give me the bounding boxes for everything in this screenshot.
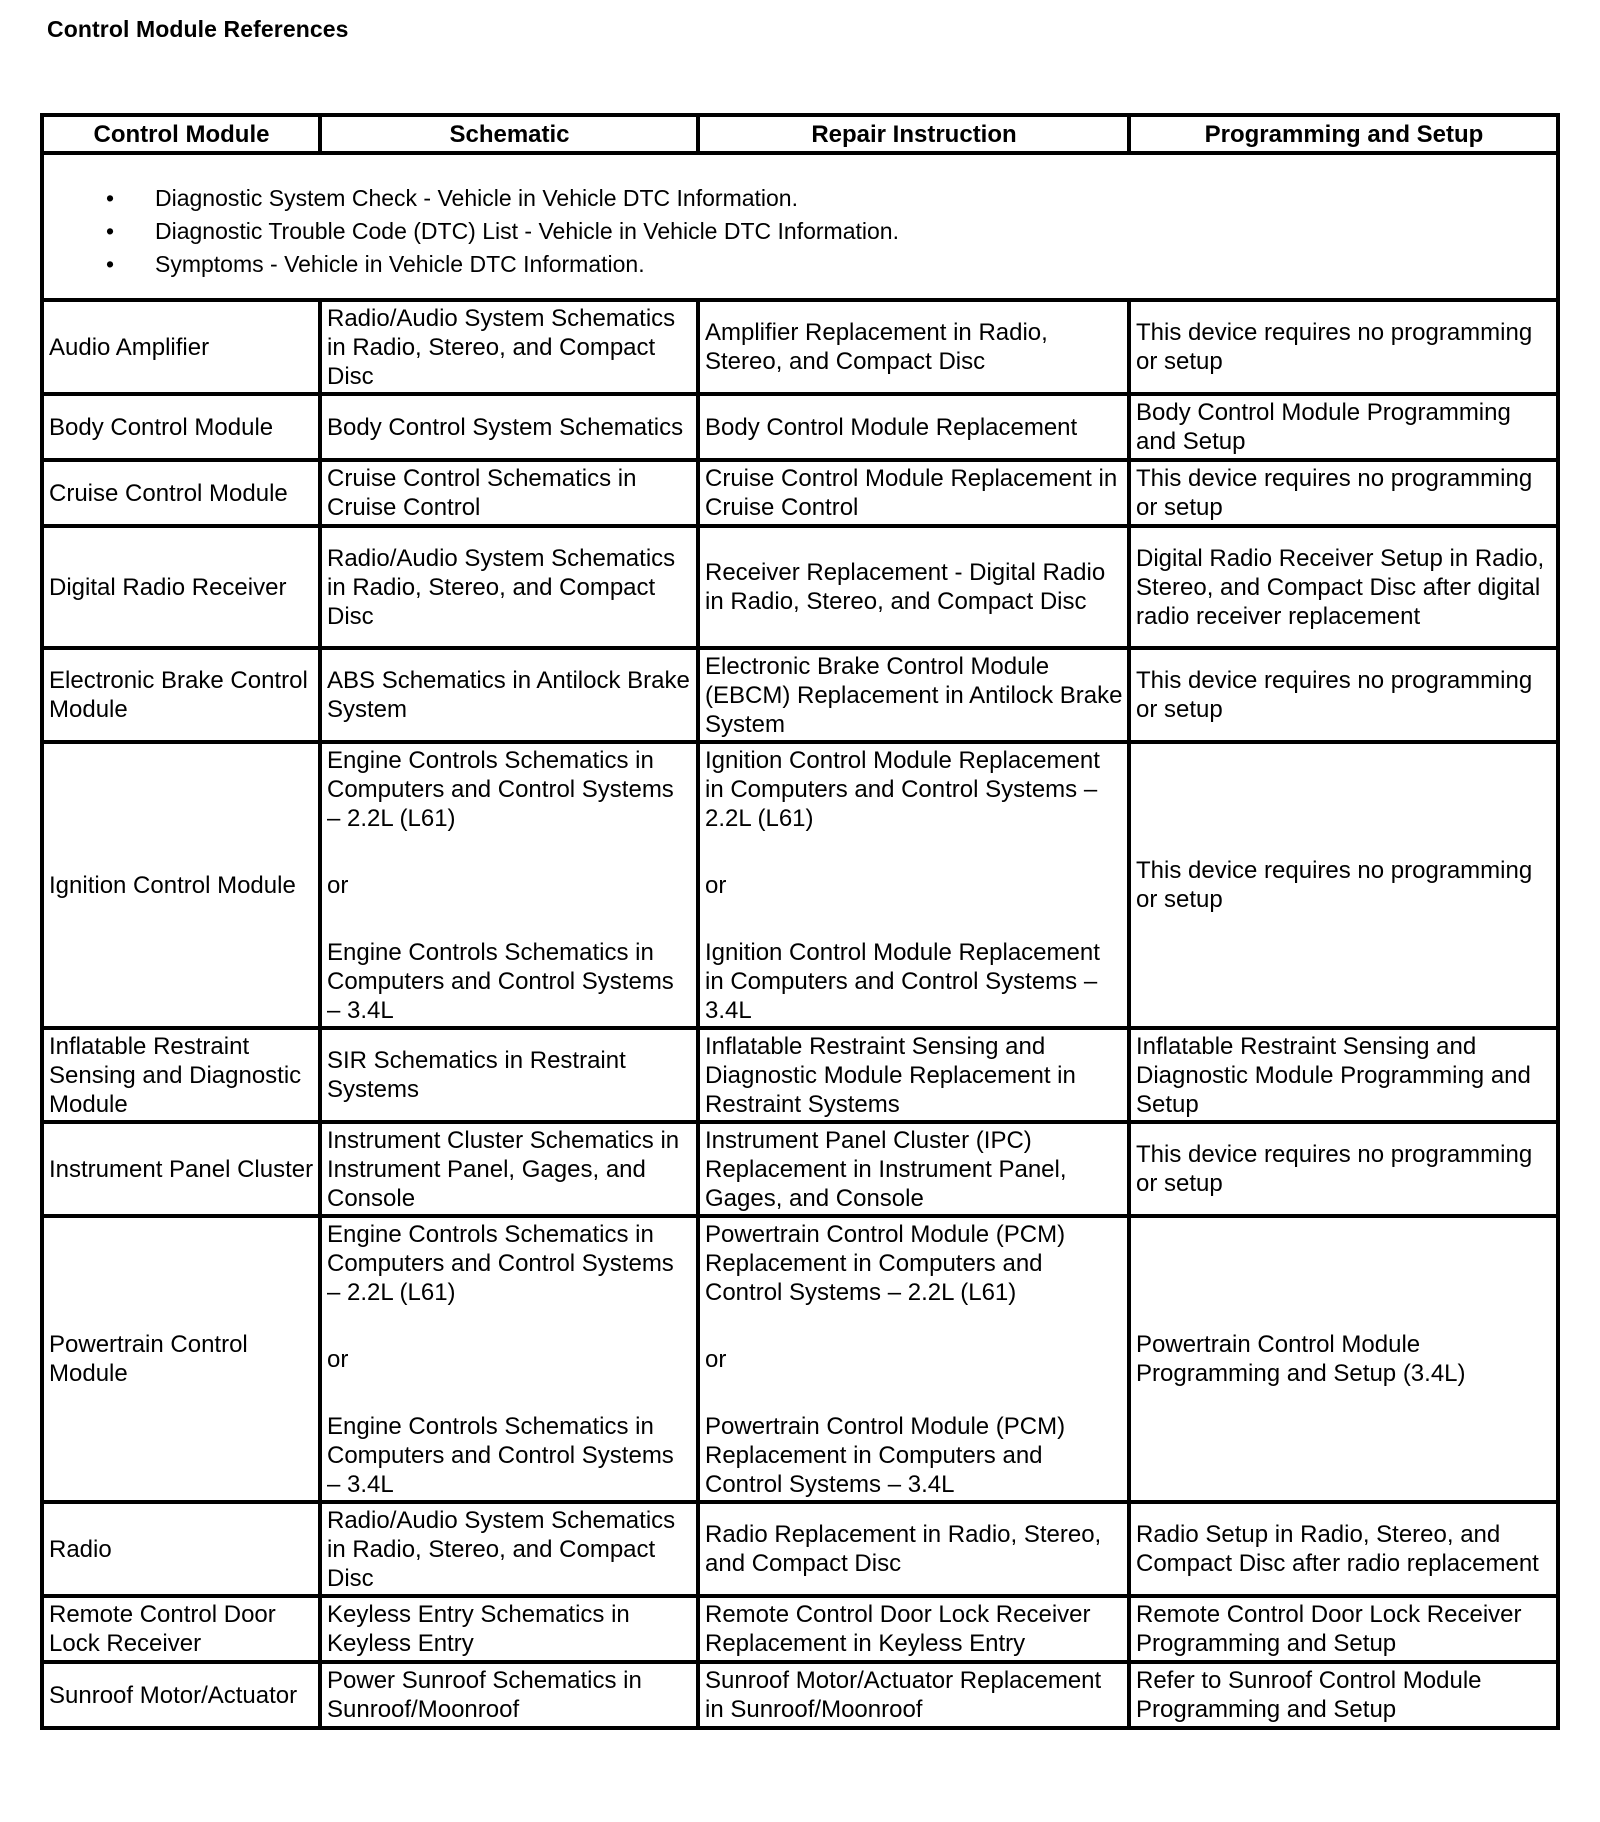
table-row xyxy=(42,648,1558,742)
table-row xyxy=(42,300,1558,394)
programming-cell[interactable]: Body Control Module Programming and Setup xyxy=(1129,394,1558,460)
module-cell: Instrument Panel Cluster xyxy=(42,1122,320,1216)
programming-cell: This device requires no programming or setup xyxy=(1129,648,1558,742)
module-cell: Inflatable Restraint Sensing and Diagnostic Module xyxy=(42,1028,320,1122)
intro-bullet-item[interactable] xyxy=(49,215,1552,248)
repair-cell[interactable]: Amplifier Replacement in Radio, Stereo, and Compact Disc xyxy=(698,300,1129,394)
table-row xyxy=(42,1662,1558,1728)
module-cell: Audio Amplifier xyxy=(42,300,320,394)
schematic-cell[interactable]: Radio/Audio System Schematics in Radio, Stereo, and Compact Disc xyxy=(320,300,698,394)
intro-bullet-text: Symptoms - Vehicle in Vehicle DTC Information. xyxy=(155,251,645,277)
header-programming-setup: Programming and Setup xyxy=(1129,115,1558,153)
table-row xyxy=(42,1596,1558,1662)
schematic-cell[interactable]: ABS Schematics in Antilock Brake System xyxy=(320,648,698,742)
bullet-icon: • xyxy=(106,185,115,211)
schematic-cell[interactable]: SIR Schematics in Restraint Systems xyxy=(320,1028,698,1122)
intro-row xyxy=(42,153,1558,300)
schematic-cell xyxy=(320,742,698,1028)
table-row xyxy=(42,1028,1558,1122)
table-row xyxy=(42,1122,1558,1216)
programming-cell[interactable]: Remote Control Door Lock Receiver Programming and Setup xyxy=(1129,1596,1558,1662)
table-row xyxy=(42,1216,1558,1502)
or-separator: or xyxy=(327,1345,349,1373)
schematic-cell[interactable]: Radio/Audio System Schematics in Radio, Stereo, and Compact Disc xyxy=(320,1502,698,1596)
intro-bullet-text: Diagnostic System Check - Vehicle in Vehicle DTC Information. xyxy=(155,185,798,211)
page-title: Control Module References xyxy=(47,16,349,42)
intro-bullet-text: Diagnostic Trouble Code (DTC) List - Vehicle in Vehicle DTC Information. xyxy=(155,218,899,244)
or-separator: or xyxy=(327,871,349,899)
module-cell: Body Control Module xyxy=(42,394,320,460)
or-separator: or xyxy=(705,1345,727,1373)
bullet-icon: • xyxy=(106,251,115,277)
programming-cell[interactable]: Inflatable Restraint Sensing and Diagnostic Module Programming and Setup xyxy=(1129,1028,1558,1122)
schematic-link[interactable]: Engine Controls Schematics in Computers and Control Systems – 2.2L (L61) xyxy=(327,746,674,832)
intro-bullet-item[interactable] xyxy=(49,182,1552,215)
schematic-link[interactable]: Engine Controls Schematics in Computers and Control Systems – 3.4L xyxy=(327,1412,674,1498)
or-separator: or xyxy=(705,871,727,899)
module-cell: Digital Radio Receiver xyxy=(42,526,320,648)
programming-cell: This device requires no programming or setup xyxy=(1129,300,1558,394)
intro-bullet-list xyxy=(49,182,1552,281)
intro-bullet-item[interactable] xyxy=(49,248,1552,281)
schematic-link[interactable]: Engine Controls Schematics in Computers and Control Systems – 3.4L xyxy=(327,938,674,1024)
schematic-cell[interactable]: Body Control System Schematics xyxy=(320,394,698,460)
repair-cell[interactable]: Instrument Panel Cluster (IPC) Replacement in Instrument Panel, Gages, and Console xyxy=(698,1122,1129,1216)
repair-link[interactable]: Powertrain Control Module (PCM) Replacement in Computers and Control Systems – 3.4L xyxy=(705,1412,1066,1498)
module-cell: Remote Control Door Lock Receiver xyxy=(42,1596,320,1662)
repair-link[interactable]: Ignition Control Module Replacement in Computers and Control Systems – 3.4L xyxy=(705,938,1100,1024)
header-schematic: Schematic xyxy=(320,115,698,153)
schematic-cell[interactable]: Radio/Audio System Schematics in Radio, Stereo, and Compact Disc xyxy=(320,526,698,648)
programming-cell[interactable]: Refer to Sunroof Control Module Programming and Setup xyxy=(1129,1662,1558,1728)
module-cell: Radio xyxy=(42,1502,320,1596)
table-row xyxy=(42,460,1558,526)
repair-cell xyxy=(698,1216,1129,1502)
repair-cell[interactable]: Receiver Replacement - Digital Radio in Radio, Stereo, and Compact Disc xyxy=(698,526,1129,648)
repair-cell[interactable]: Radio Replacement in Radio, Stereo, and Compact Disc xyxy=(698,1502,1129,1596)
programming-cell[interactable]: Powertrain Control Module Programming and Setup (3.4L) xyxy=(1129,1216,1558,1502)
programming-cell: This device requires no programming or setup xyxy=(1129,460,1558,526)
header-control-module: Control Module xyxy=(42,115,320,153)
header-row xyxy=(42,115,1558,153)
repair-cell[interactable]: Electronic Brake Control Module (EBCM) Replacement in Antilock Brake System xyxy=(698,648,1129,742)
schematic-cell[interactable]: Instrument Cluster Schematics in Instrument Panel, Gages, and Console xyxy=(320,1122,698,1216)
module-cell: Electronic Brake Control Module xyxy=(42,648,320,742)
table-row xyxy=(42,394,1558,460)
table-row xyxy=(42,526,1558,648)
programming-cell[interactable]: Radio Setup in Radio, Stereo, and Compact Disc after radio replacement xyxy=(1129,1502,1558,1596)
repair-link[interactable]: Powertrain Control Module (PCM) Replacement in Computers and Control Systems – 2.2L (L61) xyxy=(705,1220,1066,1306)
schematic-cell[interactable]: Power Sunroof Schematics in Sunroof/Moonroof xyxy=(320,1662,698,1728)
schematic-cell xyxy=(320,1216,698,1502)
bullet-icon: • xyxy=(106,218,115,244)
module-cell: Powertrain Control Module xyxy=(42,1216,320,1502)
programming-cell: This device requires no programming or setup xyxy=(1129,1122,1558,1216)
programming-cell: This device requires no programming or setup xyxy=(1129,742,1558,1028)
programming-cell[interactable]: Digital Radio Receiver Setup in Radio, Stereo, and Compact Disc after digital radio receiver replacement xyxy=(1129,526,1558,648)
repair-cell xyxy=(698,742,1129,1028)
repair-link[interactable]: Ignition Control Module Replacement in Computers and Control Systems – 2.2L (L61) xyxy=(705,746,1100,832)
repair-cell[interactable]: Body Control Module Replacement xyxy=(698,394,1129,460)
module-cell: Cruise Control Module xyxy=(42,460,320,526)
table-row xyxy=(42,742,1558,1028)
schematic-link[interactable]: Engine Controls Schematics in Computers and Control Systems – 2.2L (L61) xyxy=(327,1220,674,1306)
module-cell: Sunroof Motor/Actuator xyxy=(42,1662,320,1728)
repair-cell[interactable]: Remote Control Door Lock Receiver Replacement in Keyless Entry xyxy=(698,1596,1129,1662)
repair-cell[interactable]: Inflatable Restraint Sensing and Diagnostic Module Replacement in Restraint Systems xyxy=(698,1028,1129,1122)
schematic-cell[interactable]: Keyless Entry Schematics in Keyless Entry xyxy=(320,1596,698,1662)
repair-cell[interactable]: Cruise Control Module Replacement in Cruise Control xyxy=(698,460,1129,526)
repair-cell[interactable]: Sunroof Motor/Actuator Replacement in Sunroof/Moonroof xyxy=(698,1662,1129,1728)
header-repair-instruction: Repair Instruction xyxy=(698,115,1129,153)
schematic-cell[interactable]: Cruise Control Schematics in Cruise Control xyxy=(320,460,698,526)
table-row xyxy=(42,1502,1558,1596)
control-module-table xyxy=(40,113,1560,1730)
module-cell: Ignition Control Module xyxy=(42,742,320,1028)
intro-cell xyxy=(42,153,1558,300)
